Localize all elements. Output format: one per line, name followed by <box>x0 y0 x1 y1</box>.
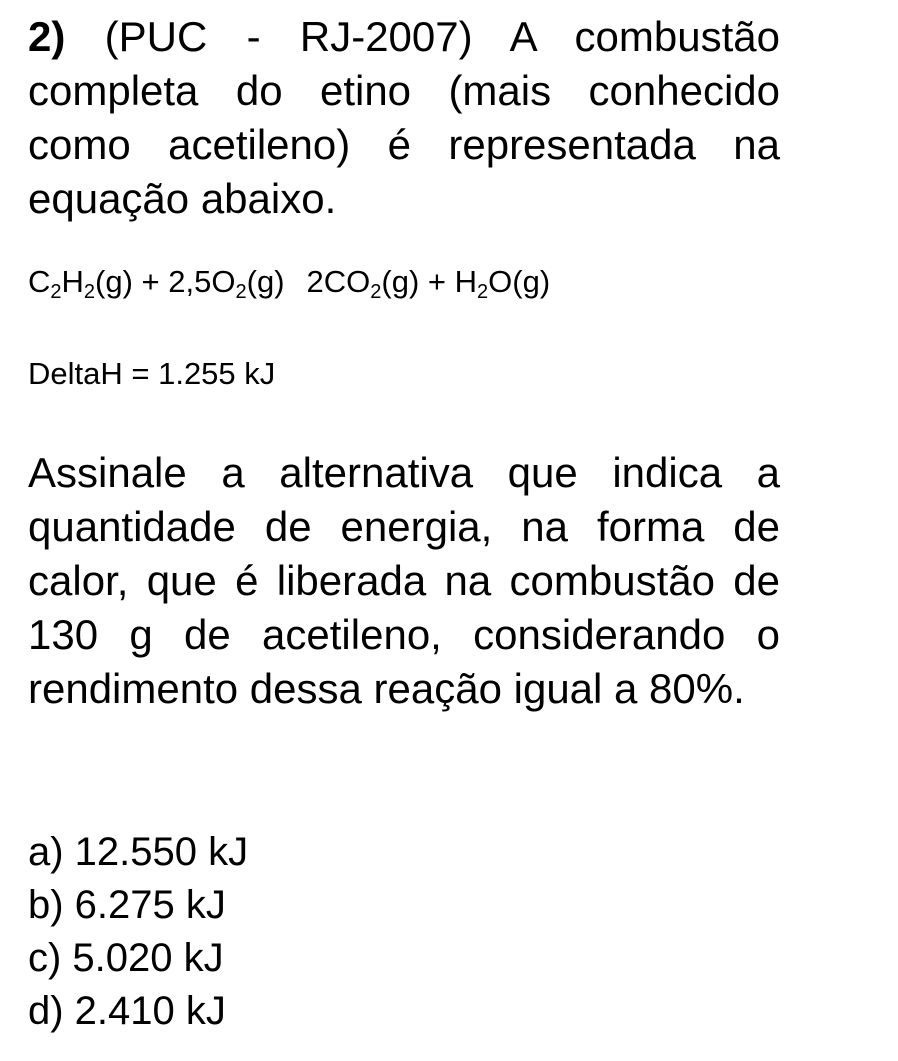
question-number: 2) <box>28 13 66 60</box>
answer-options <box>28 826 248 1038</box>
intro-paragraph <box>28 10 780 226</box>
plus-sign: + <box>419 264 455 299</box>
option-a[interactable]: a) 12.550 kJ <box>28 830 249 874</box>
option-d[interactable]: d) 2.410 kJ <box>28 989 226 1033</box>
intro-text: (PUC - RJ-2007) A combustão completa do etino (mais conhecido como acetileno) é representada na equação abaixo. <box>28 13 781 222</box>
option-c[interactable]: c) 5.020 kJ <box>28 936 224 980</box>
plus-sign: + <box>132 264 169 299</box>
option-b[interactable]: b) 6.275 kJ <box>28 883 226 927</box>
product-water: $H_2O(g)$ <box>454 264 551 303</box>
enthalpy-value: DeltaH = 1.255 kJ <box>28 356 276 391</box>
reactant-acetylene: $C_2H_2(g)$ <box>28 264 133 303</box>
reactant-oxygen: $2,5O_2(g)$ <box>168 264 285 303</box>
question-body <box>28 446 780 716</box>
product-carbon-dioxide: $2CO_2(g)$ <box>306 264 420 303</box>
question-header <box>28 10 780 226</box>
question-text: Assinale a alternativa que indica a quantidade de energia, na forma de calor, que é liberada na combustão de 130 g de acetileno, considerando o rendimento dessa reação igual a 80%. <box>28 449 780 712</box>
chemical-equation <box>28 262 550 302</box>
